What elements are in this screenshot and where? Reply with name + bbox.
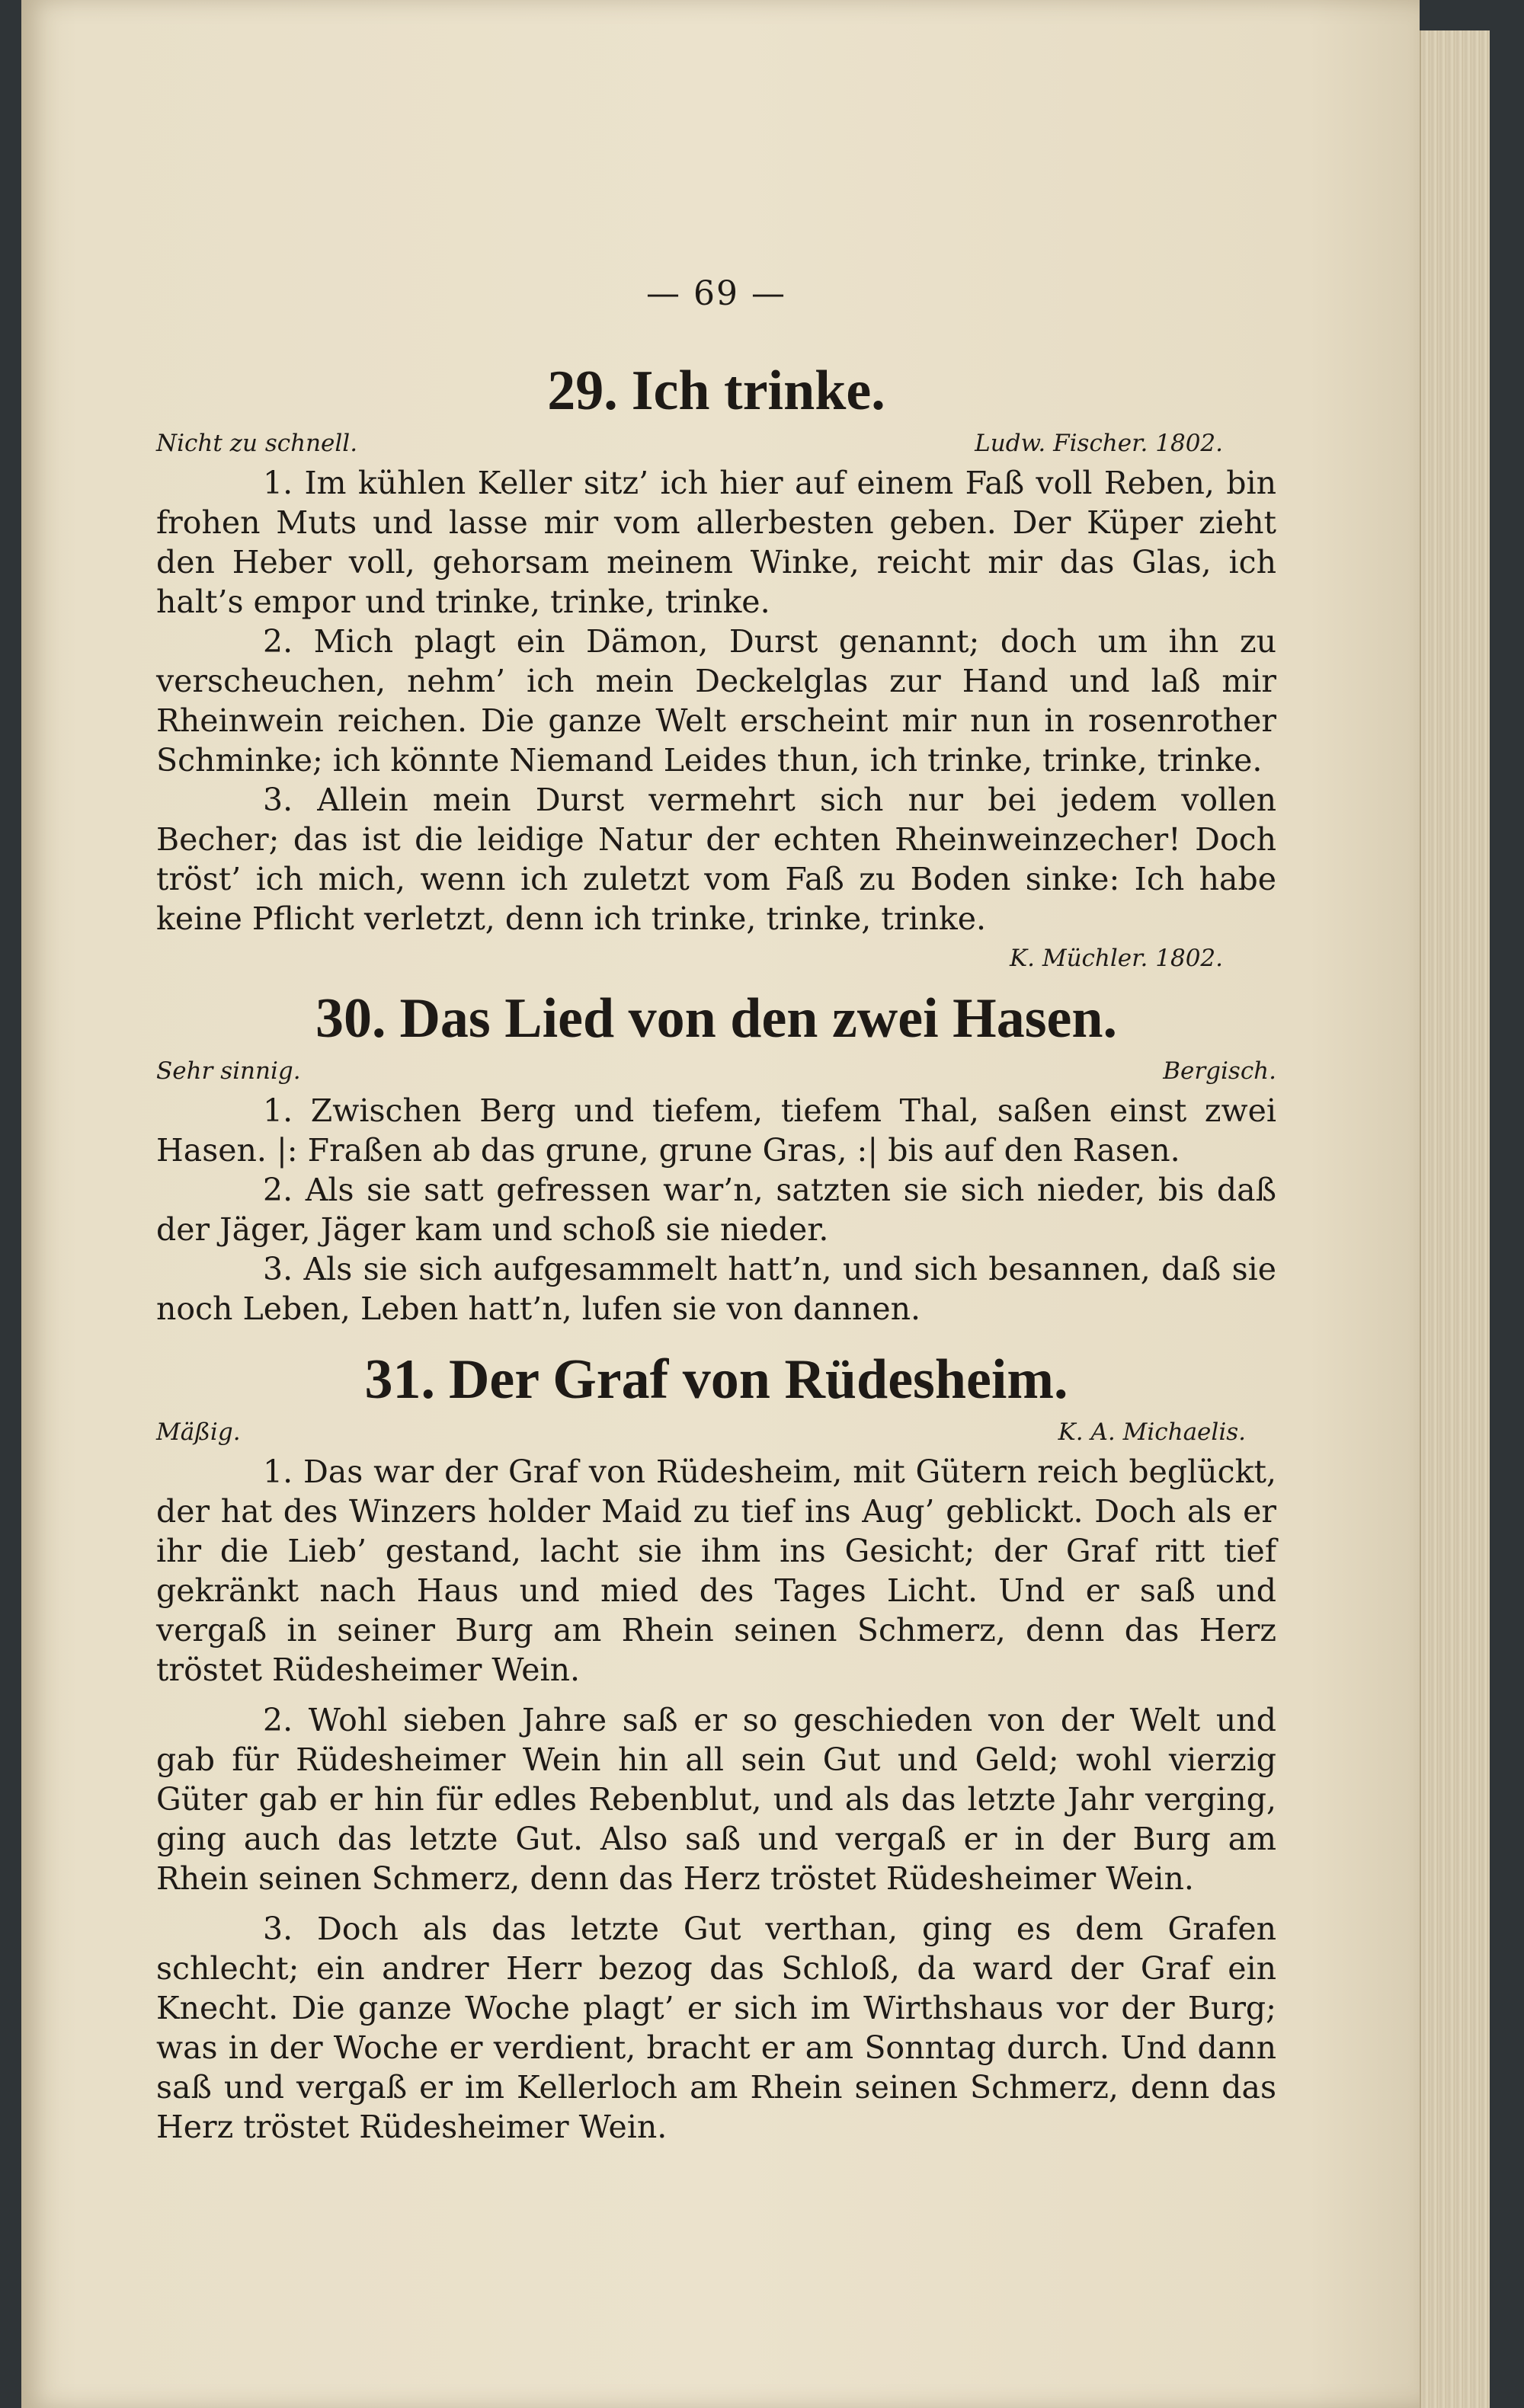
stanza: 1. Im kühlen Keller sitz’ ich hier auf einem Faß voll Reben, bin frohen Muts und lasse mir vom allerbesten geben. Der Küper zieht den Heber voll, gehorsam meinem Winke, reicht mir das Glas, ich halt’s empor und trinke, trinke, trinke. — [156, 465, 1276, 620]
song-title-text: Das Lied von den zwei Hasen. — [399, 987, 1117, 1050]
song-meta — [156, 428, 1276, 459]
stanza: 1. Das war der Graf von Rüdesheim, mit Gütern reich beglückt, der hat des Winzers holder Maid zu tief ins Aug’ geblickt. Doch als er ihr die Lieb’ gestand, lacht sie ihm ins Gesicht; der Graf ritt tief gekränkt nach Haus und mied des Tages Licht. Und er saß und vergaß in seiner Burg am Rhein seinen Schmerz, denn das Herz tröstet Rüdesheimer Wein. — [156, 1453, 1276, 1688]
stanza: 2. Wohl sieben Jahre saß er so geschieden von der Welt und gab für Rüdesheimer Wein hin all sein Gut und Geld; wohl vierzig Güter gab er hin für edles Rebenblut, und als das letzte Jahr verging, ging auch das letzte Gut. Also saß und vergaß er in der Burg am Rhein seinen Schmerz, denn das Herz tröstet Rüdesheimer Wein. — [156, 1702, 1276, 1897]
stanza: 3. Doch als das letzte Gut verthan, ging es dem Grafen schlecht; ein andrer Herr bezog das Schloß, da ward der Graf ein Knecht. Die ganze Woche plagt’ er sich im Wirthshaus vor der Burg; was in der Woche er verdient, bracht er am Sonntag durch. Und dann saß und vergaß er im Kellerloch am Rhein seinen Schmerz, denn das Herz tröstet Rüdesheimer Wein. — [156, 1911, 1276, 2145]
page-number: — 69 — — [646, 274, 786, 313]
song-title-text: Ich trinke. — [631, 360, 885, 422]
song-number: 31. — [364, 1348, 435, 1411]
attribution: K. A. Michaelis. — [1058, 1418, 1246, 1446]
stanza: 3. Allein mein Durst vermehrt sich nur bei jedem vollen Becher; das ist die leidige Natur der echten Rheinweinzecher! Doch tröst’ ich mich, wenn ich zuletzt vom Faß zu Boden sinke: Ich habe keine Pflicht verletzt, denn ich trinke, trinke, trinke. — [156, 782, 1276, 937]
song-number: 29. — [547, 360, 618, 422]
page-stack-edge — [1420, 30, 1490, 2408]
stanza: 3. Als sie sich aufgesammelt hatt’n, und sich besannen, daß sie noch Leben, Leben hatt’n, lufen sie von dannen. — [156, 1251, 1276, 1327]
tempo-marking: Sehr sinnig. — [156, 1057, 301, 1085]
stanza: 2. Als sie satt gefressen war’n, satzten sie sich nieder, bis daß der Jäger, Jäger kam und schoß sie nieder. — [156, 1172, 1276, 1248]
attribution: Bergisch. — [1163, 1057, 1276, 1085]
song-number: 30. — [315, 987, 386, 1050]
stanza: 1. Zwischen Berg und tiefem, tiefem Thal, saßen einst zwei Hasen. |: Fraßen ab das grune, grune Gras, :| bis auf den Rasen. — [156, 1092, 1276, 1169]
attribution: Ludw. Fischer. 1802. — [975, 430, 1223, 457]
song-meta — [156, 1056, 1276, 1086]
page-content — [156, 274, 1276, 2147]
song-title-text: Der Graf von Rüdesheim. — [448, 1348, 1068, 1411]
song-title — [156, 1347, 1276, 1412]
tempo-marking: Mäßig. — [156, 1418, 241, 1446]
song-title — [156, 358, 1276, 424]
author-credit: K. Müchler. 1802. — [1009, 945, 1223, 972]
stanza: 2. Mich plagt ein Dämon, Durst genannt; doch um ihn zu verscheuchen, nehm’ ich mein Deckelglas zur Hand und laß mir Rheinwein reichen. Die ganze Welt erscheint mir nun in rosenrother Schminke; ich könnte Niemand Leides thun, ich trinke, trinke, trinke. — [156, 623, 1276, 779]
song-meta — [156, 1417, 1276, 1447]
tempo-marking: Nicht zu schnell. — [156, 430, 358, 457]
song-title — [156, 986, 1276, 1051]
